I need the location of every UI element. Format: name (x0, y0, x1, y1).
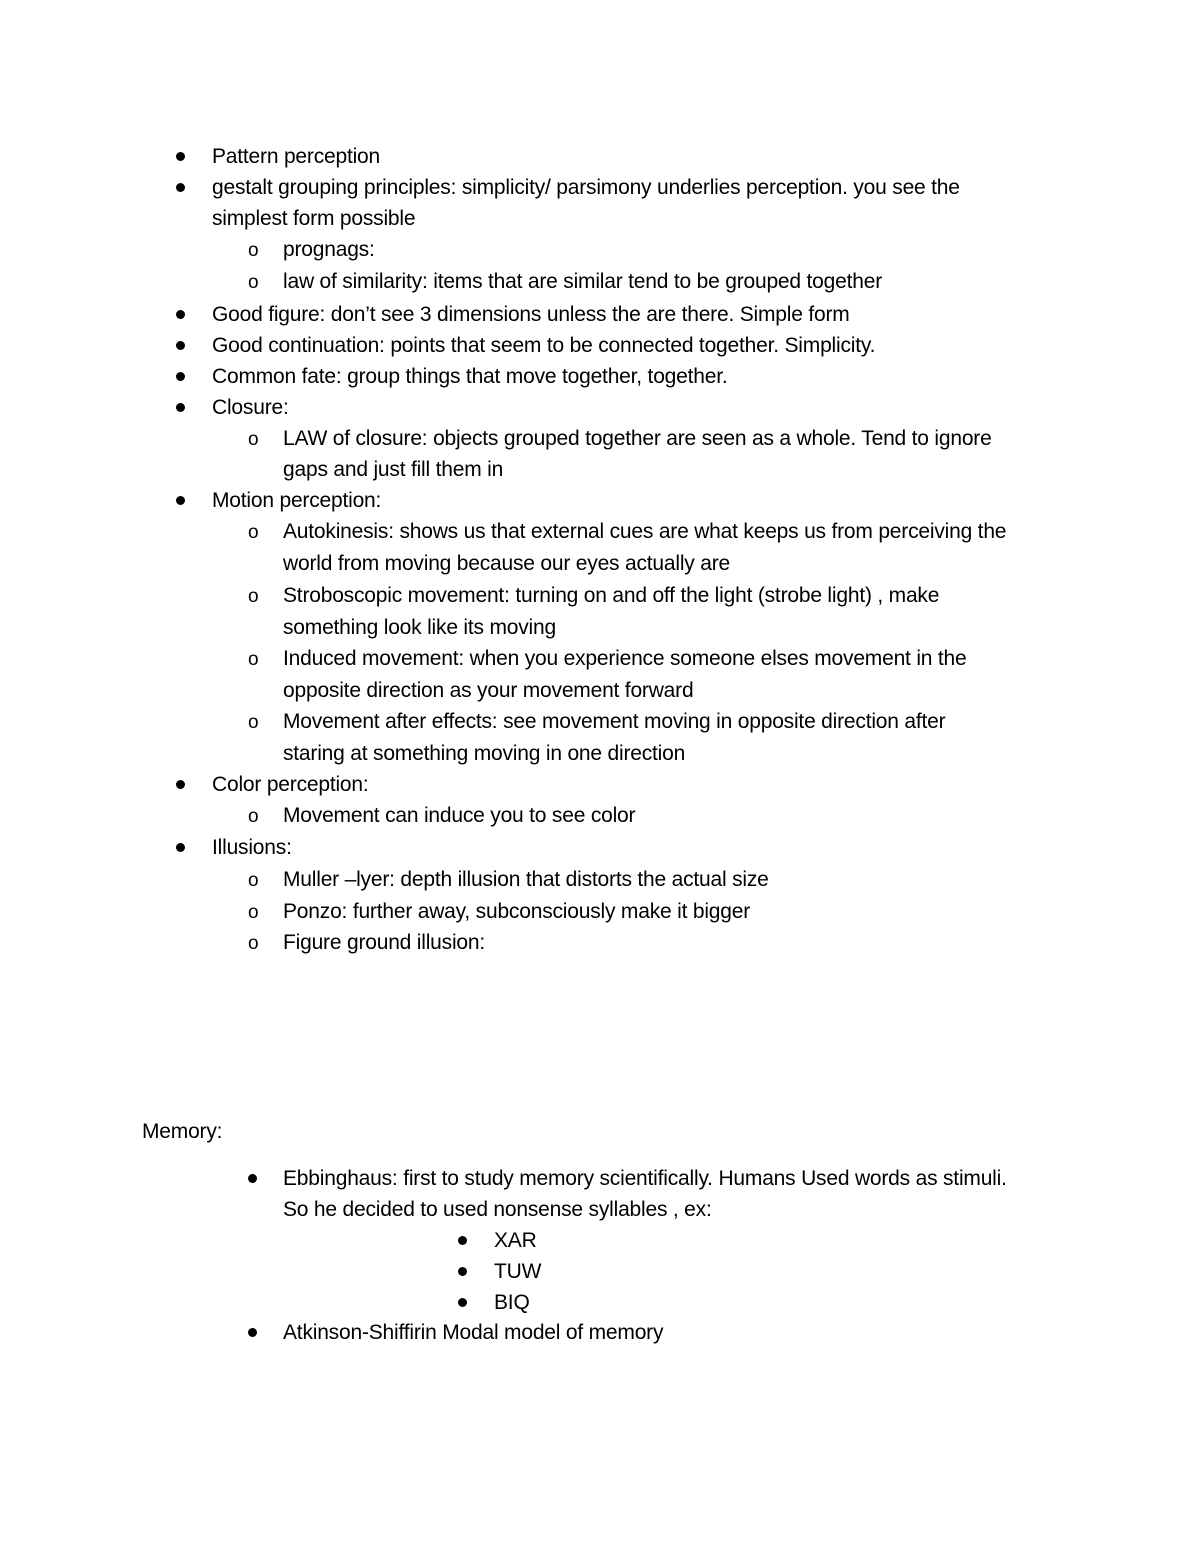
bullet-icon (176, 183, 185, 192)
sub-bullet-icon: o (248, 522, 259, 543)
sub-bullet-icon: o (248, 272, 259, 293)
sub-list-item: Figure ground illusion: (283, 931, 486, 954)
bullet-icon (458, 1267, 467, 1276)
sub-list-item: law of similarity: items that are similar tend to be grouped together (283, 270, 882, 293)
bullet-icon (176, 372, 185, 381)
bullet-icon (176, 310, 185, 319)
list-item: gestalt grouping principles: simplicity/ parsimony underlies perception. you see the (212, 176, 960, 199)
list-item: Color perception: (212, 773, 369, 796)
sub-bullet-icon: o (248, 240, 259, 261)
sub-list-item: Autokinesis: shows us that external cues are what keeps us from perceiving the (283, 520, 1007, 543)
sub-bullet-icon: o (248, 429, 259, 450)
bullet-icon (176, 496, 185, 505)
list-item: Illusions: (212, 836, 292, 859)
sub-list-item-continuation: gaps and just fill them in (283, 458, 504, 481)
list-item: Motion perception: (212, 489, 382, 512)
bullet-icon (458, 1298, 467, 1307)
list-item-continuation: So he decided to used nonsense syllables , ex: (283, 1198, 712, 1221)
sub-list-item: LAW of closure: objects grouped together are seen as a whole. Tend to ignore (283, 427, 992, 450)
sub-list-item: Movement can induce you to see color (283, 804, 636, 827)
sub-list-item-continuation: something look like its moving (283, 616, 556, 639)
list-item: Closure: (212, 396, 289, 419)
list-item: Common fate: group things that move together, together. (212, 365, 728, 388)
list-item: Good continuation: points that seem to be connected together. Simplicity. (212, 334, 876, 357)
bullet-icon (176, 780, 185, 789)
sub-bullet-icon: o (248, 933, 259, 954)
list-item: Atkinson-Shiffirin Modal model of memory (283, 1321, 664, 1344)
sub-bullet-icon: o (248, 870, 259, 891)
bullet-icon (176, 152, 185, 161)
sub-bullet-icon: o (248, 712, 259, 733)
sub-list-item: Movement after effects: see movement moving in opposite direction after (283, 710, 946, 733)
sub-bullet-icon: o (248, 806, 259, 827)
section-heading: Memory: (142, 1120, 223, 1143)
example-item: TUW (494, 1260, 542, 1283)
sub-list-item: prognags: (283, 238, 375, 261)
bullet-icon (458, 1236, 467, 1245)
sub-list-item-continuation: world from moving because our eyes actually are (283, 552, 730, 575)
sub-bullet-icon: o (248, 586, 259, 607)
bullet-icon (176, 403, 185, 412)
sub-bullet-icon: o (248, 902, 259, 923)
sub-list-item: Muller –lyer: depth illusion that distorts the actual size (283, 868, 769, 891)
example-item: XAR (494, 1229, 537, 1252)
sub-list-item: Stroboscopic movement: turning on and off the light (strobe light) , make (283, 584, 940, 607)
sub-bullet-icon: o (248, 649, 259, 670)
example-item: BIQ (494, 1291, 530, 1314)
sub-list-item-continuation: staring at something moving in one direction (283, 742, 686, 765)
list-item-continuation: simplest form possible (212, 207, 416, 230)
list-item: Good figure: don’t see 3 dimensions unless the are there. Simple form (212, 303, 850, 326)
bullet-icon (248, 1174, 257, 1183)
sub-list-item: Ponzo: further away, subconsciously make it bigger (283, 900, 751, 923)
bullet-icon (248, 1328, 257, 1337)
sub-list-item-continuation: opposite direction as your movement forward (283, 679, 694, 702)
bullet-icon (176, 843, 185, 852)
list-item: Ebbinghaus: first to study memory scientifically. Humans Used words as stimuli. (283, 1167, 1007, 1190)
bullet-icon (176, 341, 185, 350)
list-item: Pattern perception (212, 145, 381, 168)
sub-list-item: Induced movement: when you experience someone elses movement in the (283, 647, 967, 670)
